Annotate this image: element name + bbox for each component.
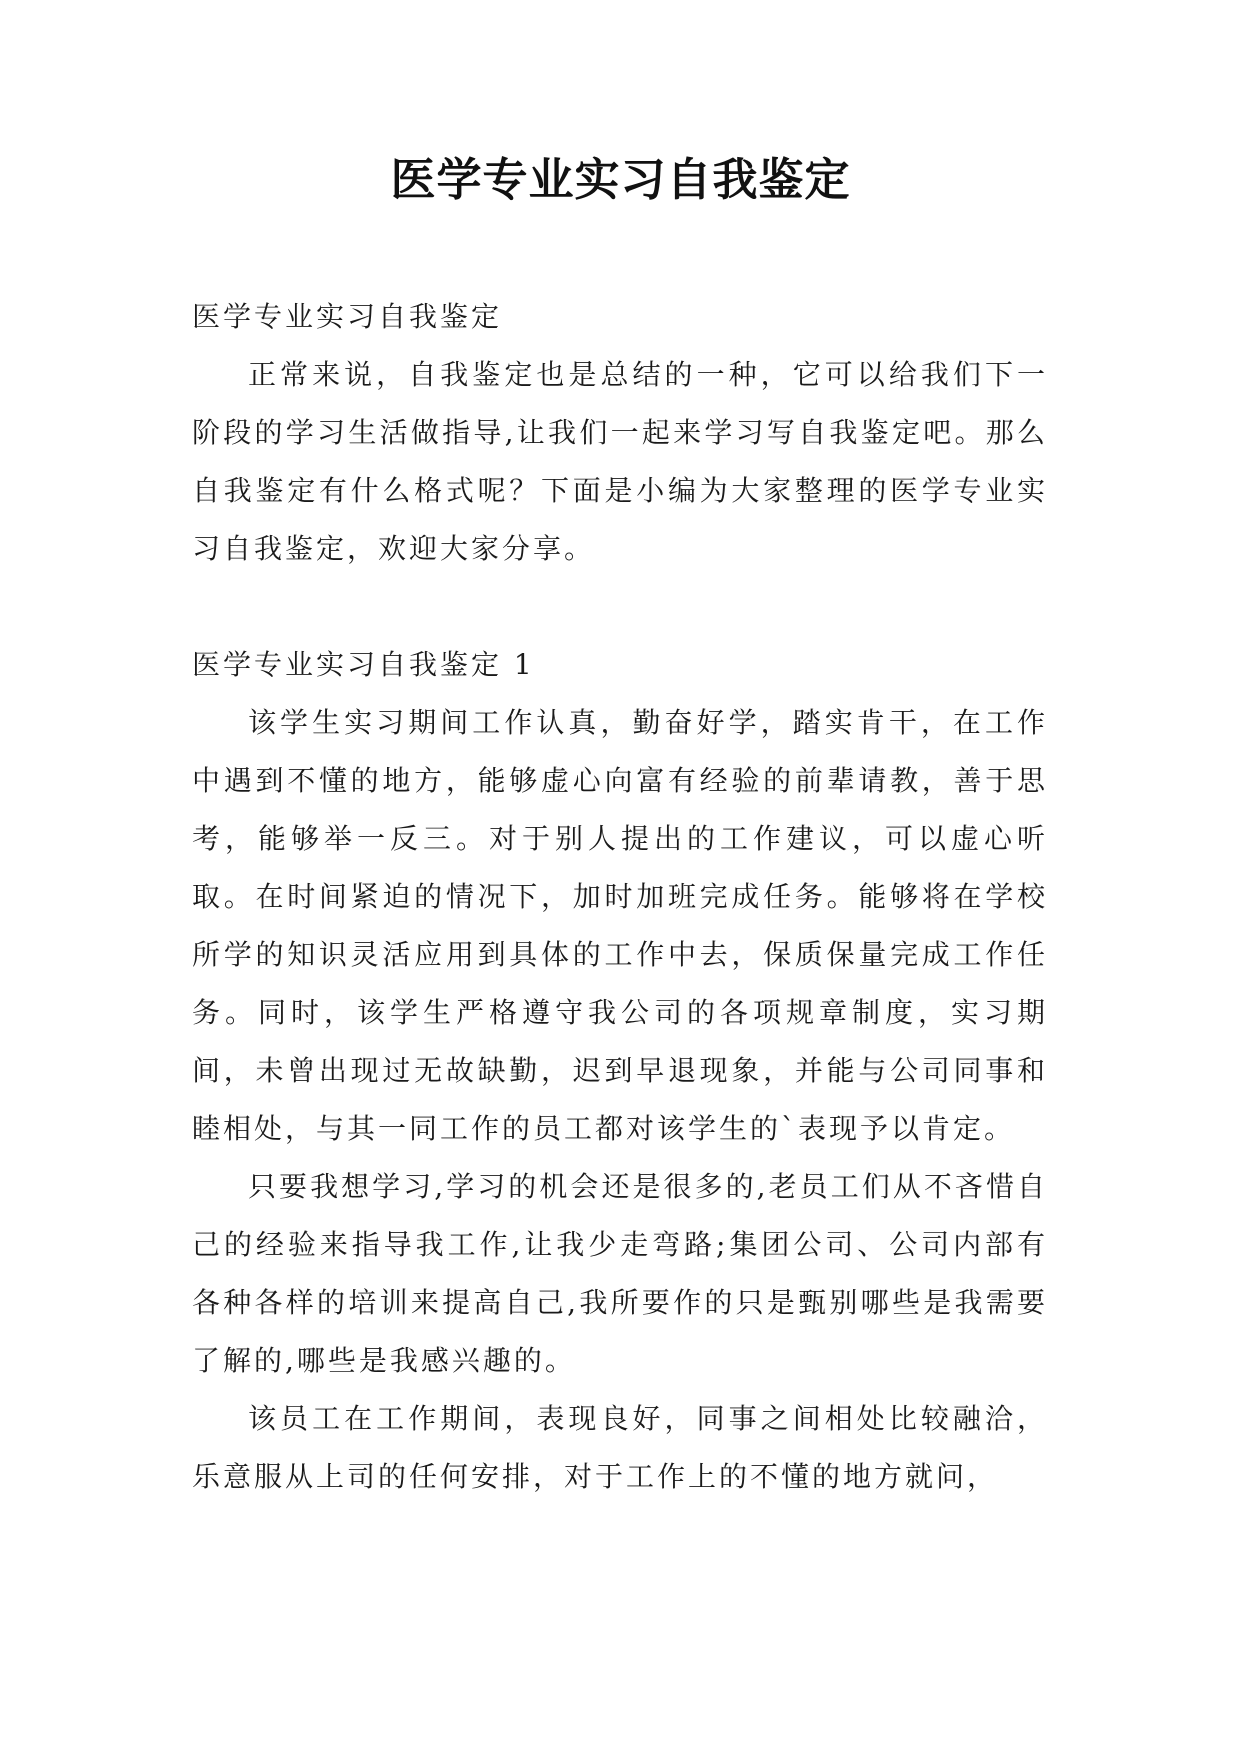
- section-1-heading: 医学专业实习自我鉴定 1: [192, 648, 535, 681]
- intro-heading: 医学专业实习自我鉴定: [192, 300, 503, 333]
- section-1-paragraph-3: 该员工在工作期间，表现良好，同事之间相处比较融洽，乐意服从上司的任何安排，对于工作上的不懂的地方就问，: [192, 1402, 1048, 1493]
- document-title: 医学专业实习自我鉴定: [390, 153, 851, 206]
- document-body: [192, 288, 1048, 1506]
- intro-paragraph: 正常来说，自我鉴定也是总结的一种，它可以给我们下一阶段的学习生活做指导,让我们一起来学习写自我鉴定吧。那么自我鉴定有什么格式呢？下面是小编为大家整理的医学专业实习自我鉴定，欢迎大家分享。: [192, 358, 1048, 565]
- section-spacer: [192, 578, 1048, 636]
- section-1-paragraph-2: 只要我想学习,学习的机会还是很多的,老员工们从不吝惜自己的经验来指导我工作,让我少走弯路;集团公司、公司内部有各种各样的培训来提高自己,我所要作的只是甄别哪些是我需要了解的,哪些是我感兴趣的。: [192, 1170, 1048, 1377]
- section-1-paragraph-1: 该学生实习期间工作认真，勤奋好学，踏实肯干，在工作中遇到不懂的地方，能够虚心向富有经验的前辈请教，善于思考，能够举一反三。对于别人提出的工作建议，可以虚心听取。在时间紧迫的情况下，加时加班完成任务。能够将在学校所学的知识灵活应用到具体的工作中去，保质保量完成工作任务。同时，该学生严格遵守我公司的各项规章制度，实习期间，未曾出现过无故缺勤，迟到早退现象，并能与公司同事和睦相处，与其一同工作的员工都对该学生的`表现予以肯定。: [192, 706, 1048, 1145]
